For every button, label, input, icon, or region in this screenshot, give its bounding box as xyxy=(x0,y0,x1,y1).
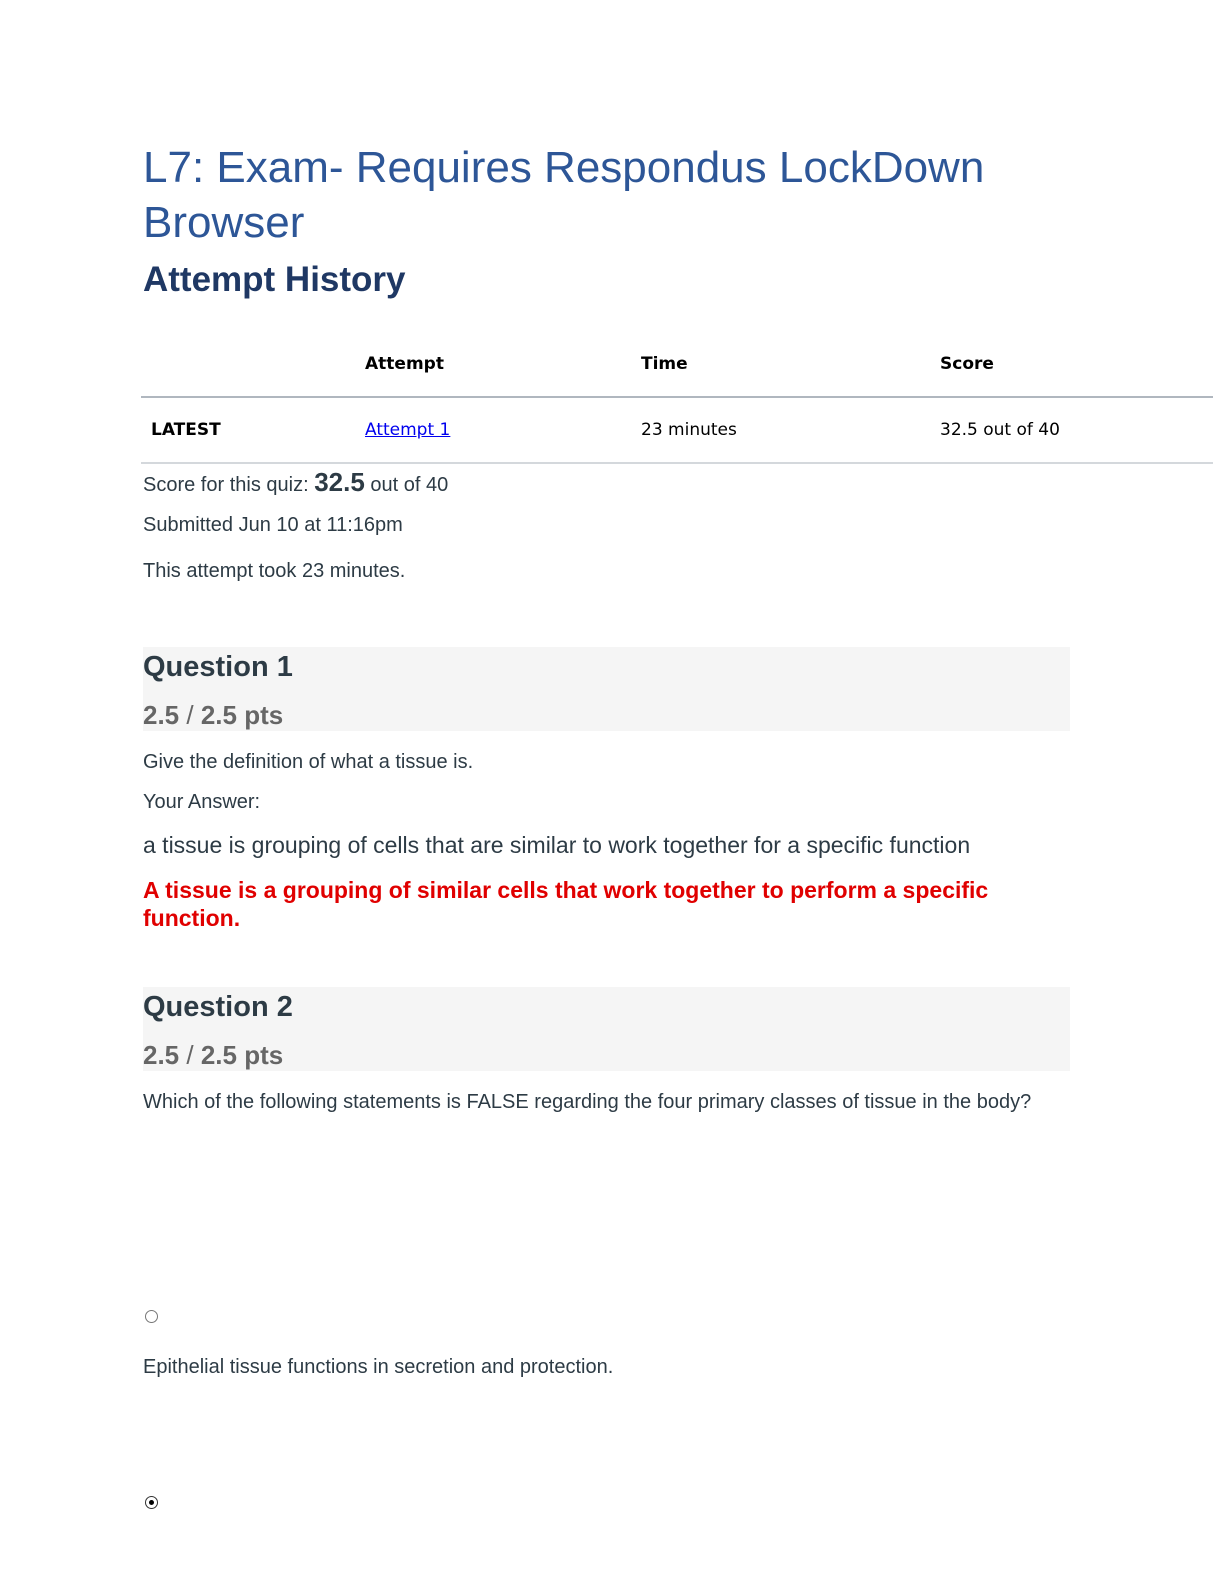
points-separator: / xyxy=(179,1040,201,1070)
attempt-duration: This attempt took 23 minutes. xyxy=(143,560,406,582)
answer-option-2-radio[interactable] xyxy=(145,1496,158,1509)
question-title: Question 2 xyxy=(143,991,293,1023)
column-header-score: Score xyxy=(940,332,1213,397)
question-header xyxy=(143,647,1070,731)
attempt-summary xyxy=(143,462,448,594)
table-header-row xyxy=(141,332,1213,397)
score-prefix: Score for this quiz: xyxy=(143,474,315,496)
question-title: Question 1 xyxy=(143,651,293,683)
question-1 xyxy=(143,647,1070,932)
score-suffix: out of 40 xyxy=(364,474,449,496)
attempt-1-link[interactable]: Attempt 1 xyxy=(365,420,451,440)
points-separator: / xyxy=(179,700,201,730)
quiz-score xyxy=(143,462,448,502)
latest-label: LATEST xyxy=(141,397,365,463)
question-points xyxy=(143,699,283,731)
your-answer-label: Your Answer: xyxy=(143,791,261,813)
quiz-title: L7: Exam- Requires Respondus LockDown Browser xyxy=(143,143,985,247)
your-answer: a tissue is grouping of cells that are similar to work together for a specific function xyxy=(143,832,971,858)
question-header xyxy=(143,987,1070,1071)
points-earned: 2.5 xyxy=(143,1040,180,1070)
time-cell: 23 minutes xyxy=(641,397,940,463)
question-points xyxy=(143,1039,283,1071)
answer-option-1-radio[interactable] xyxy=(145,1310,158,1323)
column-header-attempt: Attempt xyxy=(365,332,641,397)
question-2 xyxy=(143,987,1070,1378)
attempt-history-table xyxy=(141,332,1213,464)
points-possible: 2.5 pts xyxy=(200,1040,284,1070)
attempt-cell xyxy=(365,397,641,463)
score-value: 32.5 xyxy=(314,467,365,497)
correct-answer: A tissue is a grouping of similar cells that work together to perform a specific function. xyxy=(143,877,989,931)
points-possible: 2.5 pts xyxy=(200,700,284,730)
table-row xyxy=(141,397,1213,463)
column-header-label xyxy=(141,332,365,397)
submitted-time: Submitted Jun 10 at 11:16pm xyxy=(143,514,403,536)
answer-option-1-text: Epithelial tissue functions in secretion and protection. xyxy=(143,1356,614,1378)
attempt-history-heading: Attempt History xyxy=(143,260,406,299)
column-header-time: Time xyxy=(641,332,940,397)
score-cell: 32.5 out of 40 xyxy=(940,397,1213,463)
question-text: Give the definition of what a tissue is. xyxy=(143,751,474,773)
question-text: Which of the following statements is FALSE regarding the four primary classes of tissue in the body? xyxy=(143,1091,1032,1113)
points-earned: 2.5 xyxy=(143,700,180,730)
quiz-page xyxy=(143,140,1213,1378)
